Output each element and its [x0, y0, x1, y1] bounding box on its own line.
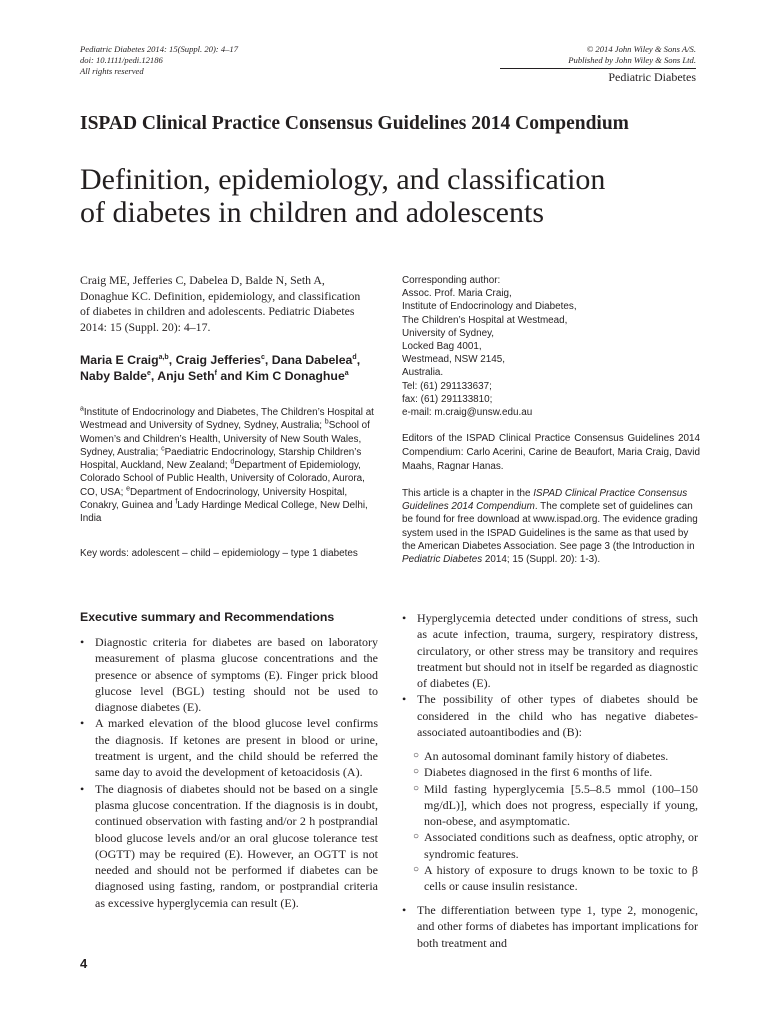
affiliation-mark: e [126, 485, 130, 493]
author-name: Anju Seth [157, 369, 215, 383]
corr-line: Assoc. Prof. Maria Craig, [402, 288, 512, 300]
list-item [413, 862, 698, 895]
bullet-icon: • [402, 611, 407, 625]
affiliation-text: Paediatric Endocrinology, Starship Children’s Hospital, Auckland, New Zealand; [80, 446, 362, 472]
author-name: Dana Dabelea [271, 353, 353, 367]
editors-note: Editors of the ISPAD Clinical Practice Consensus Guidelines 2014 Compendium: Carlo Acerini, Carine de Beaufort, Maria Craig, David Maahs, Ragnar Hanas. [402, 433, 700, 472]
keywords: Key words: adolescent – child – epidemiology – type 1 diabetes [80, 548, 358, 559]
author-affiliation-mark: a,b [158, 353, 169, 361]
affiliation-mark: c [161, 445, 165, 453]
right-bullet-list [402, 610, 698, 740]
affiliation-mark: f [175, 498, 178, 506]
bullet-text: Mild fasting hyperglycemia [5.5–8.5 mmol (100–150 mg/dL)], which does not progress, especially if young, non-obese, and asymptomatic. [424, 781, 698, 829]
running-header-right [568, 44, 696, 66]
right-bullet-list-continued [402, 902, 698, 951]
header-publisher: Published by John Wiley & Sons Ltd. [568, 55, 696, 65]
corr-line: Tel: (61) 291133637; [402, 380, 492, 392]
bullet-text: Hyperglycemia detected under conditions of stress, such as acute infection, trauma, surgery, respiratory distress, circulatory, or other stress may be transitory and requires treatment but should not in itself be regarded as diagnostic of diabetes (E). [417, 611, 698, 691]
author-affiliation-mark: c [261, 353, 265, 361]
list-item [80, 634, 378, 715]
corr-line: Institute of Endocrinology and Diabetes, [402, 301, 577, 313]
bullet-text: A history of exposure to drugs known to be toxic to β cells or cause insulin resistance. [424, 863, 698, 894]
corresponding-author [402, 274, 702, 419]
bullet-text: The diagnosis of diabetes should not be based on a single plasma glucose concentration. If the diagnosis is in doubt, continued observation with fasting and/or 2 h postprandial blood glucose levels and/or an oral glucose tolerance test (OGTT) may be required (E). However, an OGTT is not needed and should not be performed if diabetes can be diagnosed using fasting, random, or postprandial criteria as excessive hyperglycemia can result (E). [95, 781, 378, 910]
affiliation-text: Lady Hardinge Medical College, New Delhi, India [80, 500, 368, 525]
bullet-text: A marked elevation of the blood glucose level confirms the diagnosis. If ketones are present in blood or urine, treatment is urgent, and the child should be referred the same day to avoid the development of ketoacidosis (A). [95, 716, 378, 780]
corr-line: The Children’s Hospital at Westmead, [402, 314, 568, 326]
bullet-icon: • [402, 692, 407, 707]
bullet-text: The differentiation between type 1, type 2, monogenic, and other forms of diabetes has important implications for both treatment and [417, 903, 698, 950]
chapter-note-text: 2014; 15 (Suppl. 20): 1-3). [482, 554, 601, 566]
list-item [413, 748, 698, 764]
affiliation-mark: a [80, 405, 84, 413]
bullet-text: The possibility of other types of diabetes should be considered in the child who has negative diabetes-associated autoantibodies and (B): [417, 692, 698, 740]
bullet-icon: • [80, 716, 85, 731]
corr-line: Australia. [402, 367, 444, 379]
corr-line: Westmead, NSW 2145, [402, 354, 505, 366]
running-header-left [80, 44, 238, 77]
header-copyright: © 2014 John Wiley & Sons A/S. [586, 44, 696, 54]
list-item [402, 691, 698, 740]
chapter-note-journal: Pediatric Diabetes [402, 554, 483, 566]
header-rule [500, 68, 696, 69]
corr-line: fax: (61) 291133810; [402, 393, 493, 405]
bullet-text: Diagnostic criteria for diabetes are based on laboratory measurement of plasma glucose concentrations and the presence or absence of symptoms (E). Finger prick blood glucose level (BGL) testing should not be used to diagnose diabetes (E). [95, 635, 378, 715]
affiliation-mark: d [230, 458, 235, 466]
chapter-note-compendium: ISPAD Clinical Practice Consensus Guidelines 2014 Compendium [402, 488, 688, 513]
circle-bullet-icon: ○ [413, 782, 420, 794]
journal-name: Pediatric Diabetes [608, 70, 696, 84]
author-name: Craig Jefferies [175, 353, 261, 367]
affiliation-text: Department of Epidemiology, Colorado School of Public Health, University of Colorado, Aurora, CO, USA; [80, 460, 365, 498]
list-item [413, 764, 698, 780]
corr-line: Corresponding author: [402, 275, 501, 286]
bullet-icon: • [80, 635, 85, 649]
bullet-text: Diabetes diagnosed in the first 6 months of life. [424, 765, 653, 780]
author-affiliation-mark: e [146, 369, 151, 377]
header-doi: doi: 10.1111/pedi.12186 [80, 55, 163, 65]
circle-bullet-icon: ○ [413, 766, 420, 778]
bullet-icon: • [402, 903, 407, 917]
section-heading: Executive summary and Recommendations [80, 610, 335, 624]
chapter-note [402, 487, 700, 566]
list-item [402, 610, 698, 691]
title-line-2: of diabetes in children and adolescents [80, 196, 545, 229]
circle-bullet-icon: ○ [413, 750, 420, 761]
chapter-note-text: . The complete set of guidelines can be found for free download at www.ispad.org. The evidence grading system used in the ISPAD Guidelines is the same as that used by the American Diabetes Association. See page 3 (the Introduction in [402, 501, 698, 552]
compendium-heading: ISPAD Clinical Practice Consensus Guidelines 2014 Compendium [80, 113, 629, 134]
article-title [80, 163, 700, 229]
corr-line: Locked Bag 4001, [402, 341, 482, 353]
author-name: Kim C Donaghue [245, 369, 345, 383]
chapter-note-text: This article is a chapter in the [402, 488, 534, 499]
author-name: Maria E Craig [80, 353, 159, 367]
left-bullet-list [80, 634, 378, 911]
affiliation-text: Department of Endocrinology, University Hospital, Conakry, Guinea and [80, 486, 348, 512]
author-affiliation-mark: d [352, 353, 357, 361]
header-citation: Pediatric Diabetes 2014: 15(Suppl. 20): 4–17 [80, 44, 239, 54]
author-name: Naby Balde [80, 369, 147, 383]
corr-email: e-mail: m.craig@unsw.edu.au [402, 407, 533, 419]
bullet-text: An autosomal dominant family history of diabetes. [424, 749, 669, 763]
list-item [413, 829, 698, 862]
bullet-text: Associated conditions such as deafness, optic atrophy, or syndromic features. [424, 830, 698, 861]
author-list: Maria E Craig$^{a,b}$, Craig Jefferies$^c$, Dana Dabelea$^d$, Naby Balde$^e$, Anju Seth$^f$ and Kim C Donaghue$^a$ [80, 353, 361, 383]
author-affiliation-mark: a [344, 369, 349, 377]
affiliation-text: Institute of Endocrinology and Diabetes, The Children’s Hospital at Westmead and University of Sydney, Sydney, Australia; [80, 407, 374, 432]
bullet-icon: • [80, 781, 85, 796]
sub-bullet-list [413, 748, 698, 895]
page-number: 4 [80, 956, 88, 971]
header-rights: All rights reserved [80, 66, 144, 76]
affiliation-text: School of Women’s and Children’s Health, University of New South Wales, Sydney, Australia; [80, 420, 370, 458]
circle-bullet-icon: ○ [413, 831, 420, 843]
author-affiliation-mark: f [214, 369, 218, 377]
corr-line: University of Sydney, [402, 327, 495, 339]
list-item [80, 781, 378, 911]
affiliations [80, 406, 378, 526]
list-item [413, 781, 698, 830]
circle-bullet-icon: ○ [413, 864, 420, 876]
citation-block: Craig ME, Jefferies C, Dabelea D, Balde N, Seth A, Donaghue KC. Definition, epidemiology, and classification of diabetes in children and adolescents. Pediatric Diabetes 2014: 15 (Suppl. 20): 4–17. [80, 273, 361, 334]
list-item [80, 715, 378, 780]
list-item [402, 902, 698, 951]
affiliation-mark: b [324, 419, 329, 426]
title-line-1: Definition, epidemiology, and classification [80, 163, 606, 196]
